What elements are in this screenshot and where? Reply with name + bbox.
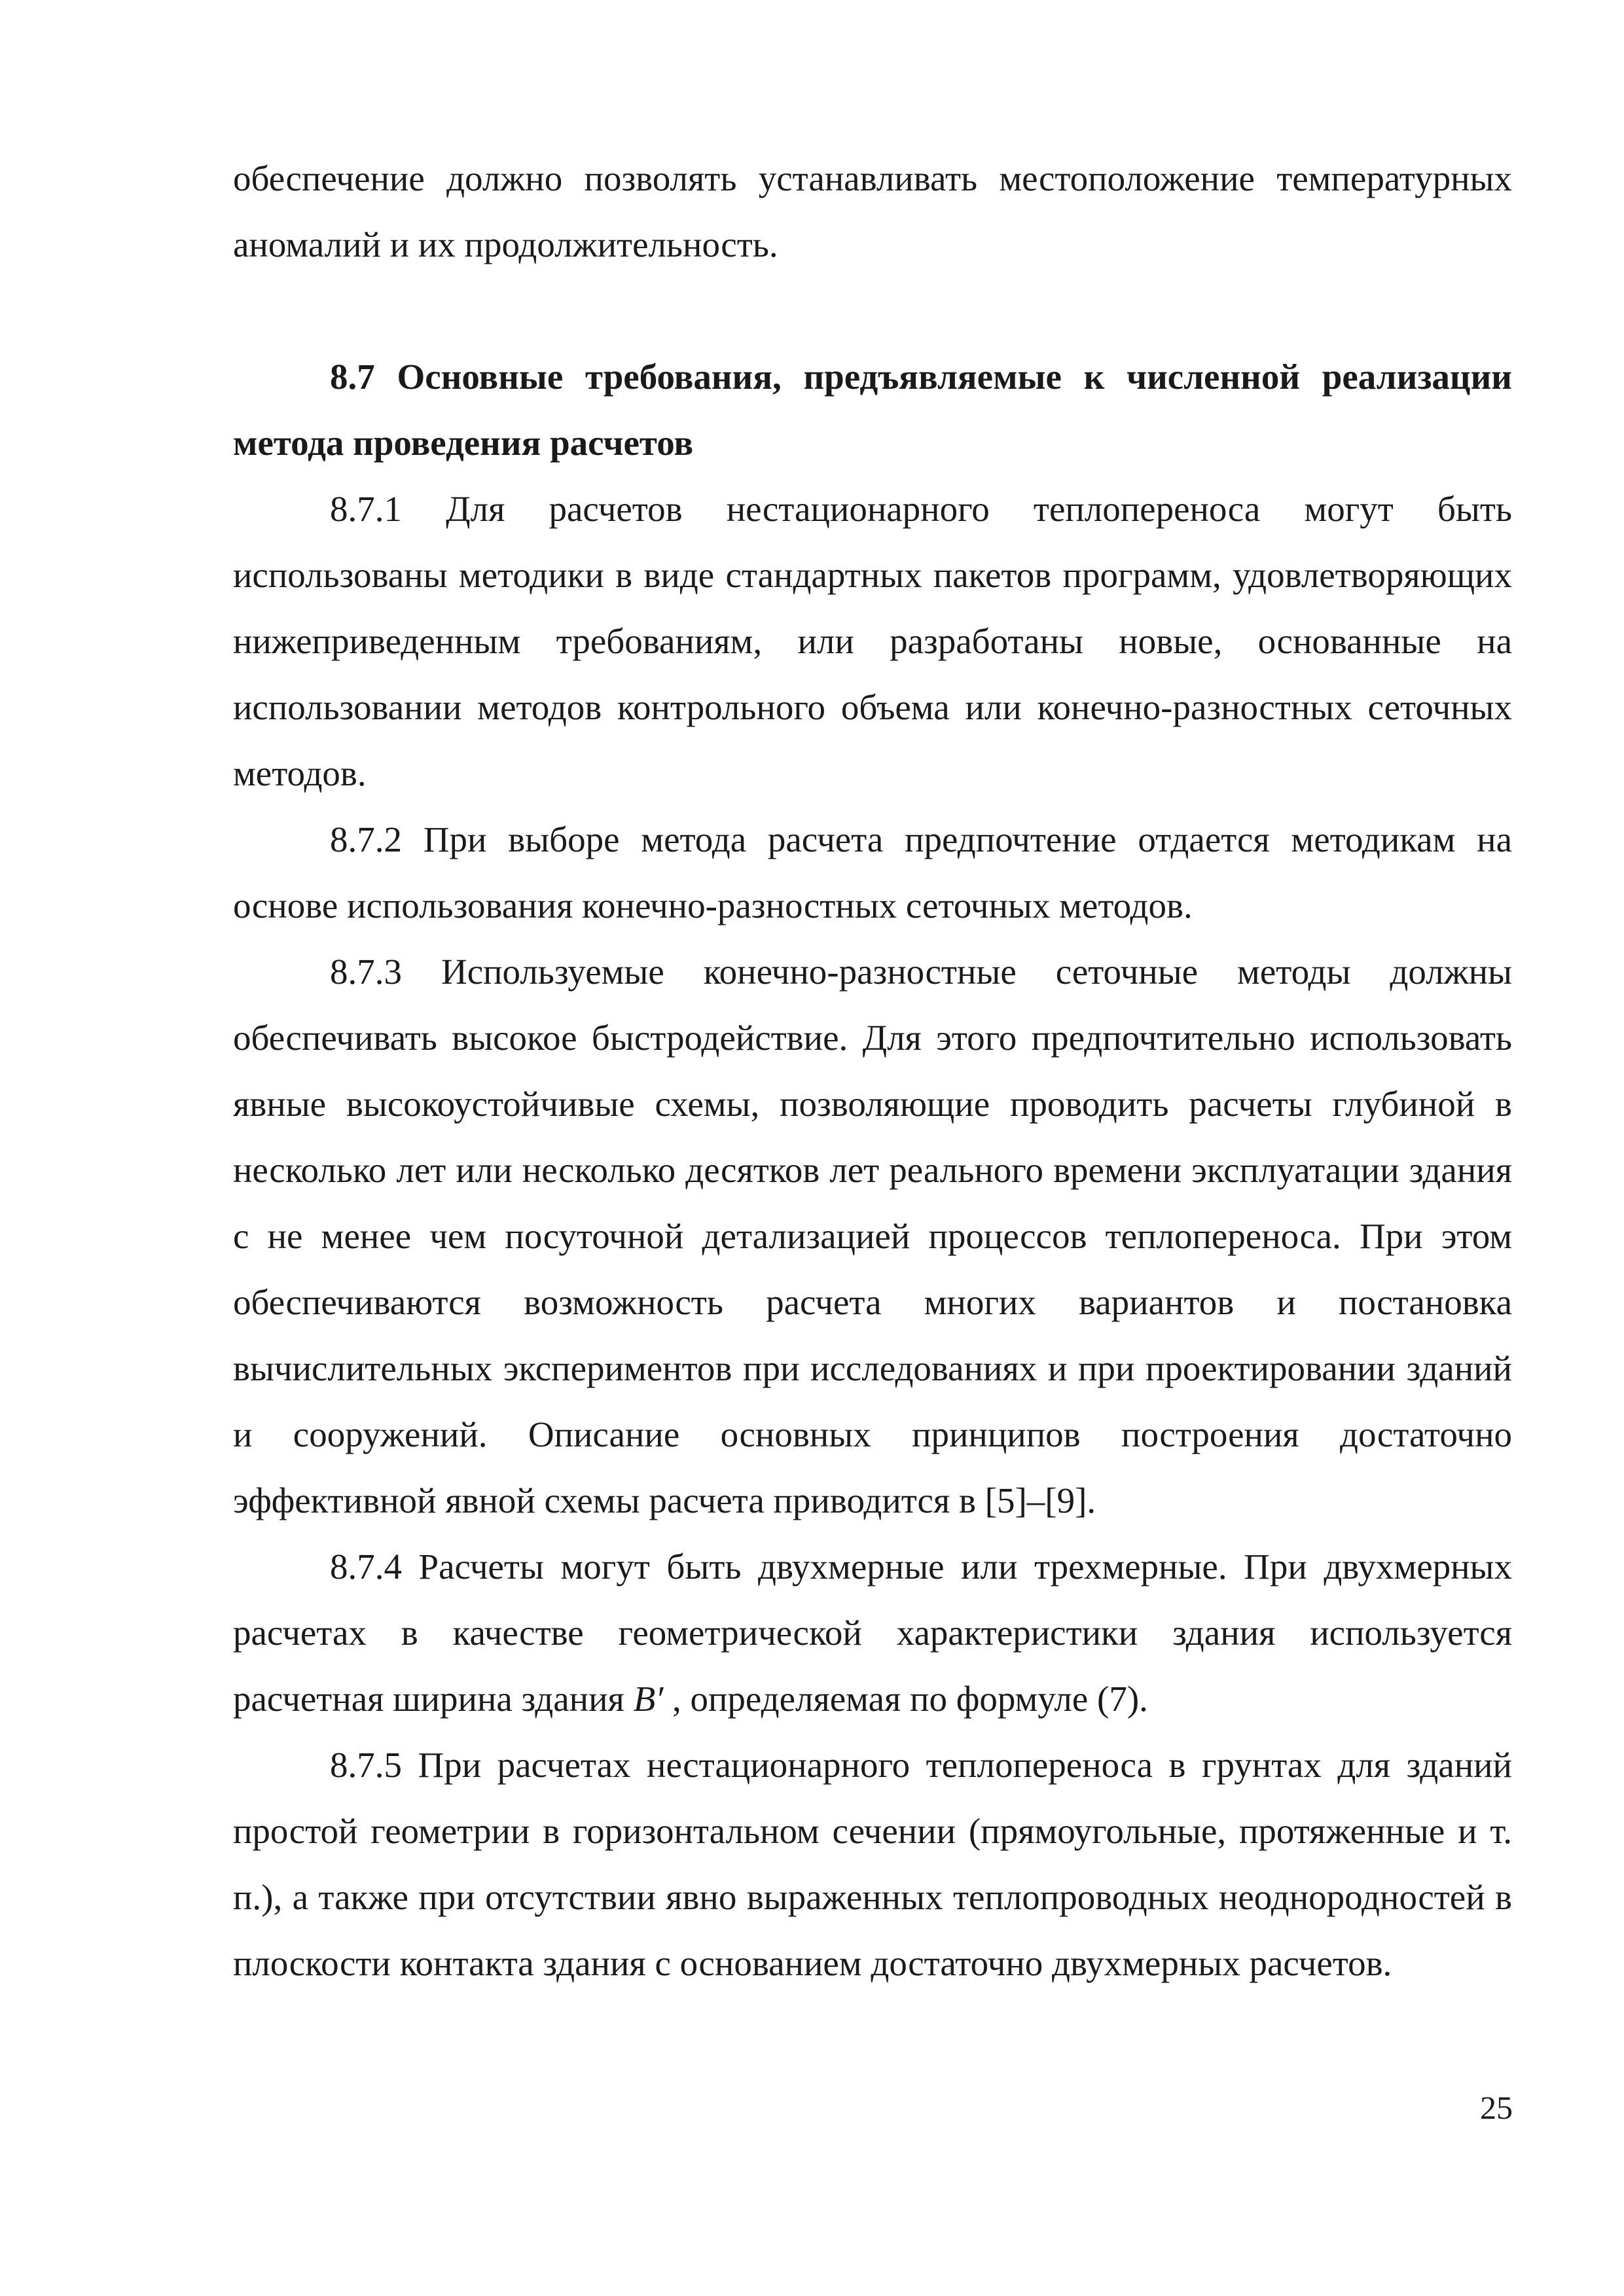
paragraph-8-7-1: 8.7.1 Для расчетов нестационарного теплопереноса могут быть использованы методики в виде стандартных пакетов программ, удовлетворяющих нижеприведенным требованиям, или разработаны новые, основанные на использовании методов контрольного объема или конечно-разностных сеточных методов. [233,489,1512,793]
intro-paragraph: обеспечение должно позволять устанавливать местоположение температурных аномалий и их продолжительность. [233,158,1512,264]
paragraph-8-7-4-text-start: 8.7.4 Расчеты могут быть двухмерные или трехмерные. При двухмерных расчетах в качестве геометрической характеристики здания используется расчетная ширина здания [233,1547,1512,1719]
paragraph-8-7-2: 8.7.2 При выборе метода расчета предпочтение отдается методикам на основе использования конечно-разностных сеточных методов. [233,819,1512,925]
section-heading: 8.7 Основные требования, предъявляемые к численной реализации метода проведения расчетов [233,357,1512,463]
width-symbol: B′ [633,1679,664,1719]
page-number: 25 [1480,2089,1513,2126]
document-page [233,145,1512,1996]
paragraph-8-7-3: 8.7.3 Используемые конечно-разностные сеточные методы должны обеспечивать высокое быстродействие. Для этого предпочтительно использовать явные высокоустойчивые схемы, позволяющие проводить расчеты глубиной в несколько лет или несколько десятков лет реального времени эксплуатации здания с не менее чем посуточной детализацией процессов теплопереноса. При этом обеспечиваются возможность расчета многих вариантов и постановка вычислительных экспериментов при исследованиях и при проектировании зданий и сооружений. Описание основных принципов построения достаточно эффективной явной схемы расчета приводится в [5]–[9]. [233,952,1512,1520]
paragraph-8-7-5: 8.7.5 При расчетах нестационарного теплопереноса в грунтах для зданий простой геометрии в горизонтальном сечении (прямоугольные, протяженные и т. п.), а также при отсутствии явно выраженных теплопроводных неоднородностей в плоскости контакта здания с основанием достаточно двухмерных расчетов. [233,1745,1512,1983]
paragraph-8-7-4-text-end: , определяемая по формуле (7). [663,1679,1148,1719]
paragraph-8-7-4 [233,1534,1512,1732]
